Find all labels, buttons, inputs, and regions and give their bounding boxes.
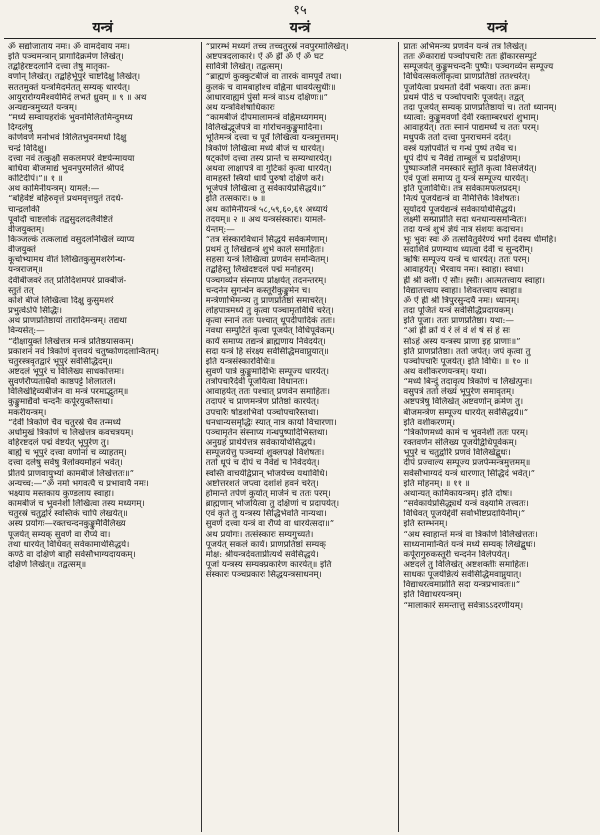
text-line: एवं पूजां समाप्य तु यन्त्रं सम्पूज्य धारयेत्। xyxy=(403,174,529,185)
text-line: सावित्री लिखेत्। तद्वत्सम्। xyxy=(205,62,283,73)
text-line: सम्पूजयेत् कुङ्कुमचन्दनैः पुष्पैः। पञ्चगव्येन सम्पूज्य xyxy=(403,62,554,73)
text-line: तद्बहिस्तु लिखेदष्टदलं पद्मं मनोहरम्। xyxy=(205,265,314,276)
text-line: “मालाकारं समन्तात्तु सर्वत्राऽऽदरणीयम्। xyxy=(403,600,524,611)
text-line: तदा पूजितं यन्त्रं सर्वसिद्धिप्रदायकम्। xyxy=(403,306,514,317)
text-line: चान्द्रलोकी xyxy=(8,204,40,215)
text-line: साधकः पूजयेन्नित्यं सर्वसिद्धिमवाप्नुयात्। xyxy=(403,570,522,581)
text-line: अधोमुखं त्रिकोणं च लिखेत्तत्र कवचत्रयम्। xyxy=(8,427,134,438)
text-line: सर्वसौभाग्यदं यन्त्रं धारणात् सिद्धिदं भवेत्।” xyxy=(403,468,536,479)
text-line: तदा यन्त्रं शुभं ज्ञेयं नात्र संशयः कदाचन। xyxy=(403,224,524,235)
text-column-1 xyxy=(4,42,201,832)
text-line: पूजां यन्त्रस्य सम्यक्प्रकारेण कारयेत्॥ इति xyxy=(205,559,332,570)
text-line: “मध्ये बिन्दुं तदावृत्य त्रिकोणं च लिखेत्पुनः। xyxy=(403,377,533,388)
text-line: अन्यद्यन्त्रमुच्यते यन्त्रम्। xyxy=(8,102,78,113)
text-line: “अथ स्वाहान्तं मन्त्रं वा त्रिकोणे विलिखेत्ततः। xyxy=(403,529,538,540)
text-line: “ब्राह्मणं कुक्कुटबीजं वा तारकं वामपूर्वं तथा। xyxy=(205,72,342,83)
text-line: लोहपात्रमध्ये तु कृत्वा पञ्चामृतविधिं चरेत्। xyxy=(205,306,334,317)
text-line: वामहस्ते स्त्रियो धार्यं पुरुषो दक्षिणे करे। xyxy=(205,174,325,185)
text-line: विद्याधरत्वमाप्नोति सदा यन्त्रप्रभावतः॥” xyxy=(403,580,521,591)
text-line: सम्पूजयेत्तु पञ्चम्यां शुक्लपक्षे विशेषतः। xyxy=(205,448,325,459)
text-column-3 xyxy=(398,42,596,832)
text-line: तत्रोपचारैर्देवीं पूजयित्वा विधानतः। xyxy=(205,377,308,388)
text-line: प्रभुत्वेऽपि सिद्धिः। xyxy=(8,306,62,317)
text-line: दीपं प्रज्वाल्य सम्पूज्य प्रजपेन्मन्त्रमुत्तमम्॥ xyxy=(403,458,531,469)
text-columns xyxy=(4,42,596,832)
text-line: कोशे बीजं लिखित्वा दिक्षु कुसुमशरं xyxy=(8,295,114,306)
text-line: चन्दनेन सुगन्धेन कस्तूरीकुङ्कुमेन च। xyxy=(205,285,311,296)
text-line: मकरीयन्त्रम्। xyxy=(8,407,47,418)
text-line: कामबीजं च भुवनेशीं लिखित्वा तस्य मध्यगम्। xyxy=(8,499,145,510)
text-line: धूपं दीपं च नैवेद्यं ताम्बूलं च प्रदक्षिणम्। xyxy=(403,153,521,164)
text-line: अष्टपत्रदलाकारं। ऐं ॐ ह्रीं ॐ ऐं ॐ घट xyxy=(205,52,324,63)
text-line: वीजयुक्तं xyxy=(8,245,36,256)
text-line: सूर्योदये पूजयेद्यन्त्रं सर्वकार्यार्थसिद्धये। xyxy=(403,204,516,215)
text-line: पूजयेत् सकलं कार्यं। प्राणप्रतिष्ठां सम्यक् xyxy=(205,539,326,550)
text-line: साध्यनामान्वितं यन्त्रं मध्ये सम्यक् लिखेद्बुधः। xyxy=(403,539,536,550)
text-line: “सर्वकार्यप्रसिद्ध्यर्थं यन्त्रं वक्ष्यामि तत्त्वतः। xyxy=(403,499,529,510)
text-line: अथ कामिनीयन्त्रं ५८,५९,६०,६१ अध्यायं xyxy=(205,204,328,215)
text-line: भूपुरे च चतुर्द्वारि प्रणवं विलिखेद्बुधः। xyxy=(403,448,511,459)
text-line: बाधिवा बीजमाद्यं भुवनपुरमलितं श्रीपदं xyxy=(8,163,124,174)
text-line: प्रथमं पीठं च पञ्चोपचारैः पूजयेत्। तद्वत् xyxy=(403,92,524,103)
text-line: अनुग्रहं प्रार्थयेत्तत्र सर्वकार्यार्थसिद्धये। xyxy=(205,438,316,449)
text-line: नवधा सम्पुटितं कृत्वा पूजयेत् विधिपूर्वकम्। xyxy=(205,326,335,337)
text-line: अथान्यत् कामिकायन्त्रम्। इति दोषः। xyxy=(403,488,513,499)
text-line: भक्ष्याय मस्तकाय कुण्डलाय स्वाहा। xyxy=(8,488,115,499)
text-line: भूर्जपत्रे लिखित्वा तु सर्वकार्यप्रसिद्धये॥” xyxy=(205,184,327,195)
text-line: “प्रारम्भं मध्यगं तच्च तच्चतुरस्रं नवपुरमालिखेत्। xyxy=(205,42,349,52)
text-line: विधिवत्सकलीकृत्वा प्राणप्रतिष्ठां ततश्चरेत्। xyxy=(403,72,531,83)
text-line: आवाहयेत्। ततः स्नानं पाद्यमर्घ्यं च ततः परम्। xyxy=(403,123,540,134)
text-line: बीजमन्त्रेण सम्पूज्य धारयेत् सर्वसिद्धये॥” xyxy=(403,407,529,418)
column-header-3: यन्त्रं xyxy=(487,20,508,36)
text-line: पञ्चोपचारैः पूजयेत्। इति विधिः। ॥ १० ॥ xyxy=(403,356,529,367)
text-line: होमान्ते तर्पणं कुर्यात् मार्जनं च ततः परम्। xyxy=(205,488,331,499)
text-line: आयुरारोग्यमैश्वर्यमिदं लभते ध्रुवम् ॥ ९ ॥ अथ xyxy=(8,92,147,103)
text-line: प्रकाशनं नवं त्रिकोणं वृत्तवयं चतुष्कोणदलान्वितम्। xyxy=(8,346,160,357)
text-line: तदापरं च प्राणमन्त्रेण प्रतिष्ठां कारयेत्। xyxy=(205,397,320,408)
text-line: इति विद्याधरयन्त्रम्। xyxy=(403,590,462,601)
text-line: कुलकं च वामबाहोश्च वह्निना धावयेत्सुधीः॥ xyxy=(205,82,336,93)
text-line: रक्तवर्णेन संलिख्य पूजयेद्विधिपूर्वकम्। xyxy=(403,438,518,449)
text-line: “आं ह्रीं क्रों यं रं लं वं शं षं सं हं सः xyxy=(403,326,511,337)
text-line: “बहिर्वेष्टं बहिरुवृत्तं प्रथमवृत्तयुतं तदर्ध- xyxy=(8,194,124,205)
text-line: इति यन्त्रसंस्कारविधिः॥ xyxy=(205,356,276,367)
text-line: सदा यन्त्रं हि संरक्ष्य सर्वसिद्धिमवाप्नुयात्॥ xyxy=(205,346,329,357)
text-line: इति पूजा। ततः प्राणप्रतिष्ठा। यथा:— xyxy=(403,316,514,327)
text-line: कण्ठे वा दक्षिणे बाहौ सर्वसौभाग्यदायकम्। xyxy=(8,549,136,560)
text-line: तथा धारयेत् विधिवत् सर्वकामार्थसिद्धये। xyxy=(8,539,130,550)
text-line: मन्त्रेणाभिमन्त्र्य तु प्राणप्रतिष्ठां समाचरेत्। xyxy=(205,295,327,306)
page-number: १५ xyxy=(293,3,307,18)
text-line: चतुरस्रं चतुर्द्वारं स्वस्तिकं चापि लेखयेत्॥ xyxy=(8,509,128,520)
text-line: अथवा लाक्षापत्रे वा गुटिकां कृत्वा धारयेत्। xyxy=(205,163,332,174)
text-line: पञ्चामृतेन संस्नाप्य गन्धपुष्पादिभिस्तथा। xyxy=(205,427,328,438)
text-line: चतुरस्त्रवृतद्वारं भूपुरं सर्वसिद्धिदम्॥ xyxy=(8,356,113,367)
text-line: इति मोहनम्। ॥ ११ ॥ xyxy=(403,478,470,489)
text-line: विधिवत् पूजयेद्देवीं सर्वाभीष्टप्रदायिनीम्।” xyxy=(403,509,526,520)
text-line: इति पञ्चमन्त्रान् प्रागादिक्रमेण लिखेत्। xyxy=(8,52,124,63)
text-line: उपचारैः षोडशभिर्वा पञ्चोपचारैस्तथा। xyxy=(205,407,319,418)
text-line: विलिखेद्भूर्जपत्रे वा गोरोचनकुङ्कुमादिना। xyxy=(205,123,323,134)
text-line: पूजयेत् सम्यक् सुवर्णे वा रौप्ये वा। xyxy=(8,529,111,540)
text-line: सदाशिवं प्रणम्याथ ध्यात्वा देवीं च सुन्दरीम्। xyxy=(403,245,533,256)
text-line: दत्त्वा नवं तत्कुक्षौ सकलमपरं वेष्टयेन्मायया xyxy=(8,153,135,164)
header-rule xyxy=(4,38,596,39)
text-line: तद्बहिरष्टदलानि दत्त्वा तेषु मातृका- xyxy=(8,62,110,73)
text-line: सततमुक्तं यन्त्रमिदमेतत् सम्यक् धारयेत्। xyxy=(8,82,131,93)
text-line: प्रीतये प्राणवायुभ्यां कामबीजं लिखेत्ततः॥” xyxy=(8,468,134,479)
text-line: अथ प्राणप्रतिष्ठायां तारादिमन्त्रम्। तद्यथा xyxy=(8,316,127,327)
text-line: “तत्र संस्कारविधानं सिद्धये सर्वकर्मणाम्। xyxy=(205,234,328,245)
text-line: अष्टदलं भूपुरं च विलिख्य साधकोत्तमः। xyxy=(8,367,125,377)
text-line: प्रथमं तु लिखेद्यन्त्रं शुभे काले समाहितः। xyxy=(205,245,325,256)
text-line: अन्यच्च:—“ॐ नमो भगवत्यै च प्रभावायै नमः। xyxy=(8,478,149,489)
text-line: विन्यसेत्:— xyxy=(8,326,45,337)
text-line: षट्कोणं दत्त्वा तस्य प्रान्ते च सम्यग्धारयेत्। xyxy=(205,153,333,164)
text-line: स्वस्ति वाचयेद्विप्रान् भोजयेच्च यथाविधि। xyxy=(205,468,328,479)
text-line: अस्य प्रयोगः—रक्तचन्दनकुङ्कुमैर्विलिख्य xyxy=(8,519,126,530)
text-line: दक्षिणे लिखेत्॥ तद्वत्सम्॥ xyxy=(8,559,87,570)
text-line: आधारवाह्यमं पुंसो मन्त्रं वाऽथ दक्षिणः॥” xyxy=(205,92,328,103)
text-line: ऋषिः सम्पूज्य यन्त्रं च धारयेत्। ततः परम्। xyxy=(403,255,530,266)
text-line: वहिरष्टदलं पद्मं वेष्टयेत् भूपुरेण तु। xyxy=(8,438,110,449)
text-line: बाह्ये च भूपुरं दत्त्वा वर्णानां च व्याहतम्। xyxy=(8,448,127,459)
text-line: स्तुतं तत् xyxy=(8,285,34,296)
text-line: ततो धूपं च दीपं च नैवेद्यं च निवेदयेत्। xyxy=(205,458,320,469)
text-line: दत्त्वा दलेषु सर्वेषु त्रैलोक्यमोहनं भवेत्। xyxy=(8,458,123,469)
text-column-2 xyxy=(201,42,399,832)
text-line: मोक्ष: श्रीयन्त्रदेवताप्रीत्यर्थं सर्वसिद्धये। xyxy=(205,549,319,560)
text-line: “कामबीजं दीपमालामन्त्रं वह्निमध्यगमम्। xyxy=(205,113,327,124)
column-header-1: यन्त्रं xyxy=(92,20,113,36)
text-line: तदा पूजयेत् सम्यक् प्राणप्रतिष्ठायां च। ततो ध्यानम्। xyxy=(403,102,557,113)
text-line: कुङ्कुमाद्यैर्वा चन्दनैः कर्पूरयुक्तैस्तथा। xyxy=(8,397,114,408)
text-line: लक्ष्मीं सम्प्राप्नोति सदा धनधान्यसमन्वितः। xyxy=(403,214,527,225)
text-line: वीजयुक्तम्। xyxy=(8,224,45,235)
text-line: सहसा यन्त्रं लिखित्वा प्रणवेन समन्वितम्। xyxy=(205,255,329,266)
text-line: ततः ॐकाराद्यं पञ्चोपचारैः ततः ह्रींकारसम्पुटं xyxy=(403,52,537,63)
text-line: अथ कामिनीयन्त्रम्। यामले:— xyxy=(8,184,100,195)
text-line: संस्कारः पञ्चप्रकारः सिद्धयन्त्रसाधनम्। xyxy=(205,570,322,581)
text-line: अष्टोत्तरशतं जप्त्वा दशांशं हवनं चरेत्। xyxy=(205,478,319,489)
text-line: कार्यं समाप्य तद्यन्त्रं ब्राह्मणाय निवेदयेत्। xyxy=(205,336,326,347)
text-line: सुवर्णे पात्रे कुङ्कुमादिभिः सम्पूज्य धारयेत्। xyxy=(205,367,329,377)
text-line: भूः भुवः स्वः ॐ तत्सवितुर्वरेण्यं भर्गो देवस्य धीमहि। xyxy=(403,234,557,245)
text-line: मधुपर्कं ततो दत्त्वा पुनराचमनं ददेत्। xyxy=(403,133,512,144)
text-line: तदयम्॥ २ ॥ अथ यन्त्रसंस्कारः। यामले- xyxy=(205,214,326,225)
text-line: अष्टदले तु विलिखेत् अष्टशक्तीः समाहितः। xyxy=(403,559,529,570)
text-line: कोटिदीपं।”॥ १ ॥ xyxy=(8,174,63,185)
text-line: अष्टपत्रेषु विलिखेत् अष्टवर्णान् क्रमेण तु। xyxy=(403,397,524,408)
column-header-2: यन्त्रं xyxy=(289,20,311,36)
text-line: त्रिकोणं लिखित्वा मध्ये बीजं च धारयेत्। xyxy=(205,143,325,154)
text-line: सुवर्णे दत्त्वा यन्त्रं वा रौप्ये वा धारयेत्सदा॥” xyxy=(205,519,335,530)
text-line: विद्यातत्त्वाय स्वाहा। शिवतत्त्वाय स्वाहा॥ xyxy=(403,285,523,296)
text-line: अथ वशीकरणयन्त्रम्। यथा। xyxy=(403,367,487,377)
text-line: ॐ ऐं ह्रीं श्रीं त्रिपुरसुन्दर्यै नमः। ध्यानम्। xyxy=(403,295,520,306)
text-line: दिग्दलेषु xyxy=(8,123,33,134)
column-headers xyxy=(4,18,596,38)
text-line: इति वशीकरणम्। xyxy=(403,417,455,428)
text-line: “मध्ये सम्वायहरांकं भुवनमिलितमिन्दुमध्य xyxy=(8,113,133,124)
text-line: सुवर्णरौप्यताम्रैर्वा काष्ठपट्टे शिलातले। xyxy=(8,377,116,388)
text-line: भूतिमन्त्रं दत्त्वा च पूर्वं लिखित्वा यन्त्रमुत्तमम्। xyxy=(205,133,339,144)
text-line: धनधान्यसमृद्धिः स्यात् नात्र कार्या विचारणा। xyxy=(205,417,337,428)
text-line: “देवीं त्रिकोणे चैव चतुरस्रे चैव तन्मध्ये xyxy=(8,417,121,428)
text-line: चन्द्रं विदिक्षु। xyxy=(8,143,47,154)
text-line: कृत्वा स्नानं ततः पश्चात् धूपदीपादिकं ततः। xyxy=(205,316,336,327)
text-line: र्यन्तम्:— xyxy=(205,224,235,235)
text-line: वसुपत्रं ततो लेख्यं भूपुरेण समावृतम्। xyxy=(403,387,515,398)
text-line: अथ यन्त्रविशेषाधिकारः xyxy=(205,102,275,113)
text-line: एवं कृते तु यन्त्रस्य सिद्धिर्भवति नान्यथा। xyxy=(205,509,327,520)
text-line: पुष्पाञ्जलिं नमस्कारं स्तुतिं कृत्वा विसर्जयेत्। xyxy=(403,163,537,174)
text-line: आवाहयेत्। भैरवाय नमः। स्वाहा। स्वधा। xyxy=(403,265,524,276)
text-line: कर्पूरागुरुकस्तूरी चन्दनेन विलेपयेत्। xyxy=(403,549,510,560)
text-line: “त्रिकोणमध्ये कामं च भुवनेशीं ततः परम्। xyxy=(403,427,529,438)
text-line: पञ्चगव्येन संस्नाप्य प्रोक्षयेत् तदनन्तरम्। xyxy=(205,275,327,286)
text-line: ॐ सद्योजाताय नमः। ॐ वामदेवाय नमः। xyxy=(8,42,130,52)
text-line: देवीबीजवरं तत् प्रतिदिशमपरं प्राक्बीजं- xyxy=(8,275,127,286)
text-line: “दीक्षायुक्तं लिखेत्तत्र मन्त्रं प्रतिष्ठयासकम्। xyxy=(8,336,134,347)
text-line: वस्त्रं यज्ञोपवीतं च गन्धं पुष्पं तथैव च। xyxy=(403,143,517,154)
text-line: सोऽहं अस्य यन्त्रस्य प्राणा इह प्राणाः॥” xyxy=(403,336,521,347)
text-line: कूर्चाभ्यामथ वीतं लिखितकुसुमशरेर्गन्ध- xyxy=(8,255,126,266)
text-line: ब्राह्मणान् भोजयित्वा तु दक्षिणां च प्रदापयेत्। xyxy=(205,499,340,510)
text-line: पूजयित्वा प्रथमतो देवीं भक्त्या। ततः क्रमः। xyxy=(403,82,531,93)
text-line: विलिखेद्दिव्यबीजेन वा मन्त्रं परमाद्भुतम्॥ xyxy=(8,387,129,398)
text-line: इति तत्सकारः। ७ ॥ xyxy=(205,194,266,205)
text-line: इति स्तम्भनम्। xyxy=(403,519,448,530)
text-line: पूर्वादौ चाष्टलोकं तद्वसुदलदलैर्वेष्टितं xyxy=(8,214,113,225)
text-line: वर्णान् लिखेत्। तद्बहिर्भूपुरं चाष्टदिक्षु लिखेत्। xyxy=(8,72,141,83)
text-line: इति प्राणप्रतिष्ठा। ततो जपेत्। जपं कृत्वा तु xyxy=(403,346,531,357)
text-line: ह्रीं श्रीं क्लीं। ऐं सौः। ह्सौः। आत्मतत्त्वाय स्वाहा। xyxy=(403,275,545,286)
text-line: किञ्जल्कं तत्कलाद्यं वसुदलनिखिलं व्याप्य xyxy=(8,234,135,245)
text-line: नित्यं पूजयेद्यन्त्रं वा नैमित्तिके विशेषतः। xyxy=(403,194,520,205)
text-line: आवाहयेत् ततः पश्चात् प्रणवेन समाहितः। xyxy=(205,387,330,398)
text-line: यन्त्रराजम्॥ xyxy=(8,265,43,276)
text-line: अथ प्रयोगः। तत्संस्कारः सम्यगुच्यते। xyxy=(205,529,314,540)
text-line: ध्यात्वा: कुङ्कुमवर्णां देवीं रक्ताम्बरधरां शुभाम्। xyxy=(403,113,539,124)
text-line: प्रातः अभिमन्त्र्य प्रणवेन यन्त्रं तत्र लिखेत्। xyxy=(403,42,528,52)
text-line: इति पूजाविधिः। तत्र सर्वकामफलप्रदम्। xyxy=(403,184,521,195)
text-line: कोणेवर्णे मनोभवं त्रिलितभुवनमधो दिक्षु xyxy=(8,133,127,144)
